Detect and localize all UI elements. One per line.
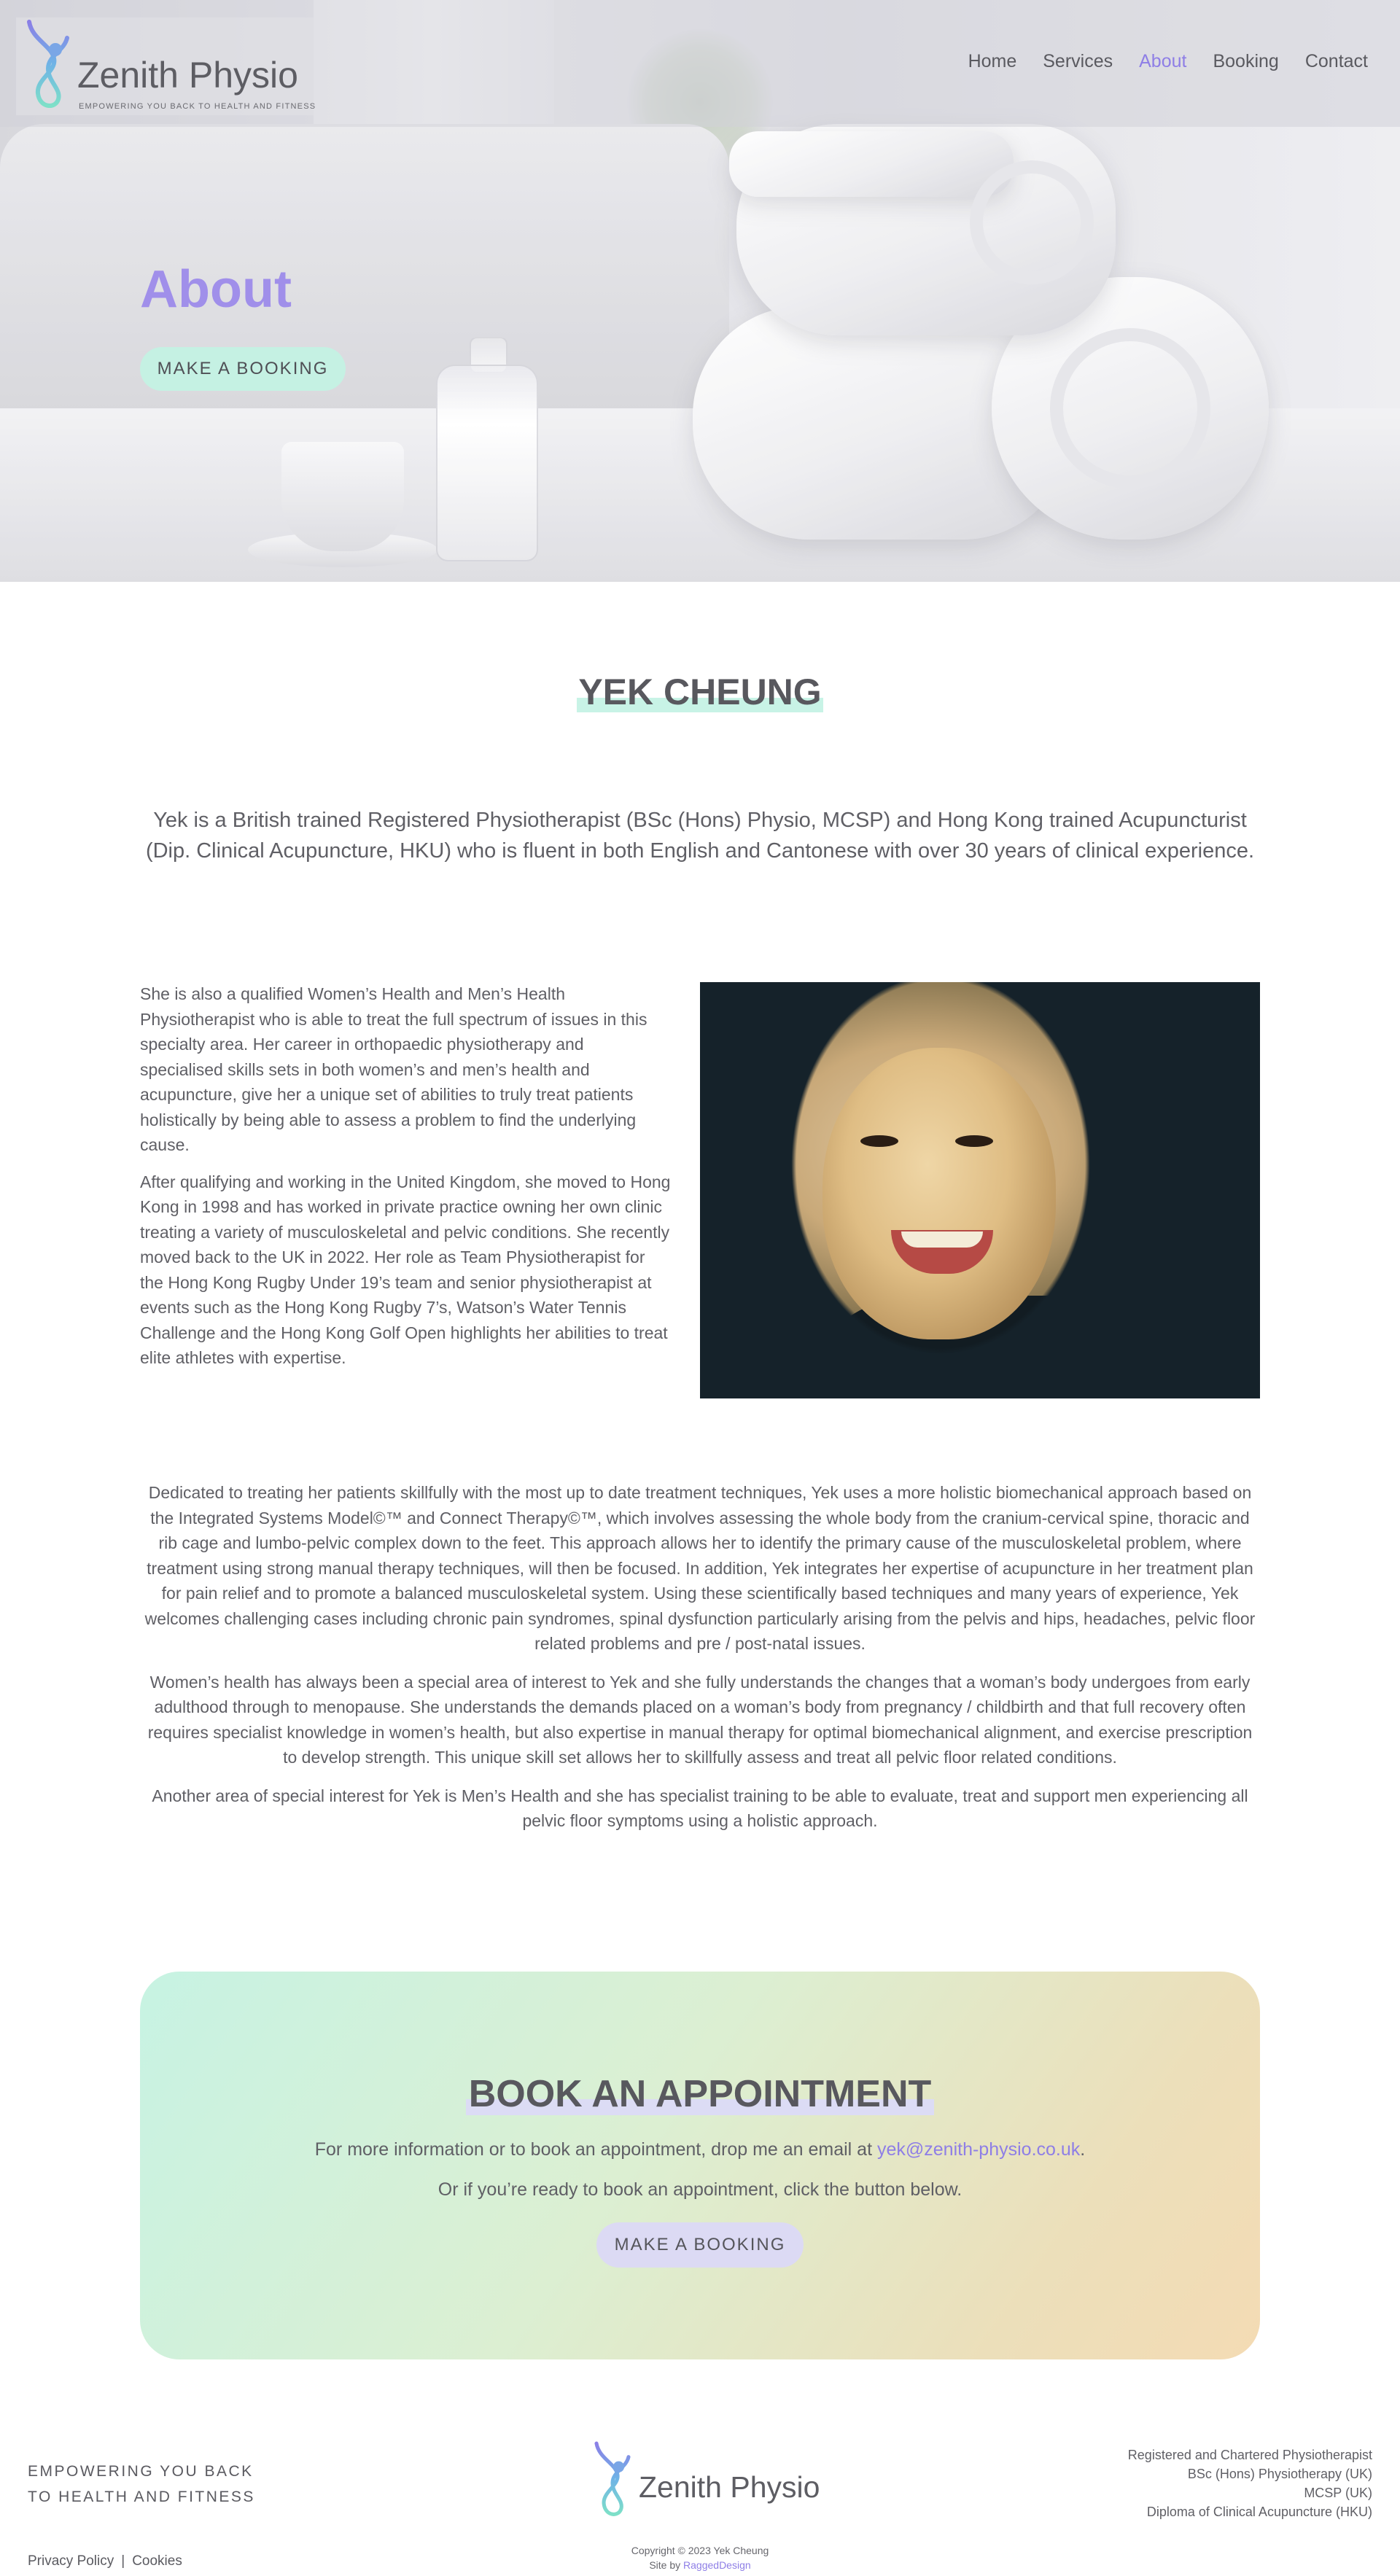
booking-info-line: [140, 2139, 1260, 2160]
qualification-item: Diploma of Clinical Acupuncture (HKU): [1146, 2505, 1372, 2519]
logo-tagline: EMPOWERING YOU BACK TO HEALTH AND FITNESS: [79, 102, 316, 111]
footer-tagline: [28, 2459, 255, 2510]
bio-paragraph: After qualifying and working in the United Kingdom, she moved to Hong Kong in 1998 and has worked in private practice owning her own clinic treating a variety of musculoskeletal and pelvic conditions. She recently moved back to the UK in 2022. Her role as Team Physiotherapist for the Hong Kong Rugby Under 19’s team and senior physiotherapist at events such as the Hong Kong Rugby 7’s, Watson’s Water Tennis Challenge and the Hong Kong Golf Open highlights her abilities to treat elite athletes with expertise.: [140, 1172, 671, 1367]
booking-panel: [140, 1972, 1260, 2359]
make-booking-button[interactable]: MAKE A BOOKING: [596, 2222, 804, 2268]
therapist-name: YEK CHEUNG: [578, 672, 822, 712]
booking-info-period: .: [1080, 2139, 1086, 2160]
copyright-text: Copyright © 2023 Yek Cheung: [631, 2545, 769, 2556]
main-navigation: [968, 51, 1368, 72]
site-credit-text: Site by: [649, 2559, 684, 2571]
zenith-figure-icon: [589, 2440, 636, 2520]
therapist-portrait: [700, 982, 1260, 1398]
footer-tagline-line: TO HEALTH AND FITNESS: [28, 2489, 255, 2505]
qualification-item: MCSP (UK): [1304, 2486, 1372, 2500]
footer-tagline-line: EMPOWERING YOU BACK: [28, 2463, 254, 2480]
footer-logo-name: Zenith Physio: [639, 2470, 820, 2504]
portrait-hair: [700, 982, 1260, 1398]
nav-services[interactable]: Services: [1043, 51, 1113, 71]
nav-about[interactable]: About: [1139, 51, 1187, 71]
therapist-name-heading: [0, 671, 1400, 713]
qualification-item: BSc (Hons) Physiotherapy (UK): [1187, 2467, 1372, 2481]
site-logo[interactable]: [16, 17, 330, 115]
page-title: About: [140, 260, 292, 319]
make-booking-button[interactable]: MAKE A BOOKING: [140, 347, 346, 391]
bio-paragraph: Dedicated to treating her patients skillfully with the most up to date treatment techniques, Yek uses a more holistic biomechanical approach based on the Integrated Systems Model©™ and Connect Therapy©™, which involves assessing the whole body from the cranium-cervical spine, thoracic and rib cage and lumbo-pelvic complex down to the feet. This approach allows her to identify the primary cause of the musculoskeletal problem, where treatment using strong manual therapy techniques, will then be focused. In addition, Yek integrates her expertise of acupuncture in her treatment plan for pain relief and to promote a balanced musculoskeletal system. Using these scientifically based techniques and many years of experience, Yek welcomes challenging cases including chronic pain syndromes, spinal dysfunction particularly arising from the pelvis and hips, headaches, pelvic floor related problems and pre / post-natal issues.: [144, 1483, 1256, 1653]
bio-paragraph: Women’s health has always been a special area of interest to Yek and she fully understands the changes that a woman’s body undergoes from early adulthood through to menopause. She understands the demands placed on a woman’s body from pregnancy / childbirth and that full recovery often requires specialist knowledge in women’s health, but also expertise in manual therapy for optimal biomechanical alignment, and exercise prescription to develop strength. This unique skill set allows her to skillfully assess and treat all pelvic floor related conditions.: [147, 1672, 1253, 1767]
bio-paragraph: Another area of special interest for Yek is Men’s Health and she has specialist training to be able to evaluate, treat and support men experiencing all pelvic floor symptoms using a holistic approach.: [152, 1786, 1248, 1830]
site-credit-link[interactable]: RaggedDesign: [683, 2559, 751, 2571]
bio-body-text: [140, 1480, 1260, 1847]
footer-copyright: [0, 2543, 1400, 2572]
booking-info-text: For more information or to book an appointment, drop me an email at: [314, 2139, 877, 2160]
footer-link-separator: |: [121, 2553, 125, 2569]
logo-name: Zenith Physio: [77, 55, 298, 96]
footer-logo[interactable]: [589, 2440, 820, 2520]
bio-intro: Yek is a British trained Registered Physiotherapist (BSc (Hons) Physio, MCSP) and Hong Kong trained Acupuncturist (Dip. Clinical Acupuncture, HKU) who is fluent in both English and Cantonese with over 30 years of clinical experience.: [145, 809, 1255, 863]
privacy-policy-link[interactable]: Privacy Policy: [28, 2553, 114, 2569]
nav-home[interactable]: Home: [968, 51, 1017, 71]
bio-paragraph: She is also a qualified Women’s Health and Men’s Health Physiotherapist who is able to treat the full spectrum of issues in this specialty area. Her career in orthopaedic physiotherapy and specialised skills sets in both women’s and men’s health and acupuncture, give her a unique set of abilities to truly treat patients holistically by being able to assess a problem to find the underlying cause.: [140, 984, 648, 1154]
qualification-item: Registered and Chartered Physiotherapist: [1127, 2448, 1372, 2462]
nav-contact[interactable]: Contact: [1304, 51, 1368, 71]
site-header: [0, 0, 1400, 127]
bio-column-text: [140, 981, 671, 1382]
zenith-figure-icon: [22, 17, 74, 112]
cookies-link[interactable]: Cookies: [132, 2553, 182, 2569]
site-credit: [0, 2558, 1400, 2572]
nav-booking[interactable]: Booking: [1213, 51, 1279, 71]
footer-qualifications: [1128, 2445, 1372, 2521]
booking-cta-line: Or if you’re ready to book an appointment, click the button below.: [438, 2179, 962, 2200]
email-link[interactable]: yek@zenith-physio.co.uk: [876, 2139, 1081, 2160]
footer-legal-links: [28, 2553, 182, 2569]
booking-heading: [140, 2072, 1260, 2116]
booking-title: BOOK AN APPOINTMENT: [466, 2073, 935, 2115]
